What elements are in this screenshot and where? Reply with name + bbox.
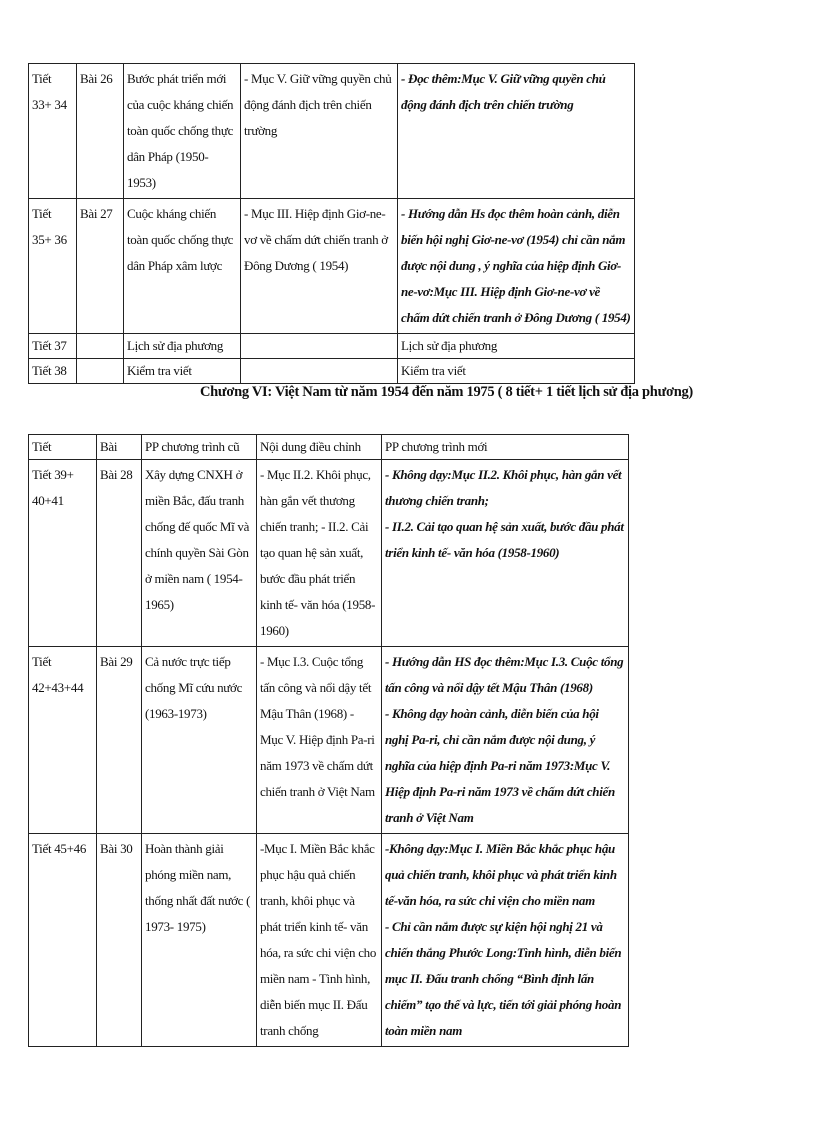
- new-program-cell: [382, 460, 629, 647]
- adjustment-cell: - Mục V. Giữ vững quyền chủ động đánh địch trên chiến trường: [241, 64, 398, 199]
- new-program-cell: Lịch sử địa phương: [398, 334, 635, 359]
- new-program-note: - Hướng dẫn HS đọc thêm:Mục I.3. Cuộc tổng tấn công và nổi dậy tết Mậu Thân (1968): [385, 654, 624, 695]
- table-row: [29, 64, 635, 199]
- table-row: [29, 460, 629, 647]
- lesson-cell: Bài 26: [77, 64, 124, 199]
- lesson-table-chapter-6: [28, 434, 629, 1047]
- old-program-cell: Bước phát triển mới của cuộc kháng chiến toàn quốc chống thực dân Pháp (1950-1953): [124, 64, 241, 199]
- old-program-cell: Hoàn thành giải phóng miền nam, thống nhất đất nước ( 1973- 1975): [142, 834, 257, 1047]
- new-program-note: - II.2. Cải tạo quan hệ sản xuất, bước đầu phát triển kinh tế- văn hóa (1958-1960): [385, 519, 624, 560]
- adjustment-cell: - Mục II.2. Khôi phục, hàn gắn vết thương chiến tranh; - II.2. Cải tạo quan hệ sản xuất, bước đầu phát triển kinh tế- văn hóa (1958-1960): [257, 460, 382, 647]
- old-program-cell: Lịch sử địa phương: [124, 334, 241, 359]
- old-program-cell: Cuộc kháng chiến toàn quốc chống thực dân Pháp xâm lược: [124, 199, 241, 334]
- period-cell: Tiết 37: [29, 334, 77, 359]
- header-new-program: PP chương trình mới: [382, 435, 629, 460]
- table-header-row: [29, 435, 629, 460]
- new-program-cell: [382, 647, 629, 834]
- table-row: [29, 199, 635, 334]
- period-cell: Tiết 35+ 36: [29, 199, 77, 334]
- old-program-cell: Cả nước trực tiếp chống Mĩ cứu nước (1963-1973): [142, 647, 257, 834]
- new-program-cell: Kiểm tra viết: [398, 359, 635, 384]
- new-program-note: -Không dạy:Mục I. Miền Bắc khắc phục hậu quả chiến tranh, khôi phục và phát triển kinh tế-văn hóa, ra sức chi viện cho miền nam: [385, 841, 617, 908]
- chapter-heading: Chương VI: Việt Nam từ năm 1954 đến năm 1975 ( 8 tiết+ 1 tiết lịch sử địa phương): [200, 384, 693, 400]
- lesson-cell: Bài 27: [77, 199, 124, 334]
- header-lesson: Bài: [97, 435, 142, 460]
- lesson-cell: Bài 29: [97, 647, 142, 834]
- period-cell: Tiết 39+ 40+41: [29, 460, 97, 647]
- adjustment-cell: [241, 334, 398, 359]
- lesson-cell: [77, 334, 124, 359]
- table-row: [29, 359, 635, 384]
- lesson-cell: Bài 30: [97, 834, 142, 1047]
- lesson-table-chapter-5: [28, 63, 635, 384]
- new-program-note: - Không dạy hoàn cảnh, diễn biến của hội nghị Pa-ri, chỉ cần nắm được nội dung, ý nghĩa của hiệp định Pa-ri năm 1973:Mục V. Hiệp định Pa-ri năm 1973 về chấm dứt chiến tranh ở Việt Nam: [385, 706, 615, 825]
- new-program-cell: - Hướng dẫn Hs đọc thêm hoàn cảnh, diễn biến hội nghị Giơ-ne-vơ (1954) chỉ cần nắm được nội dung , ý nghĩa của hiệp định Giơ-ne-vơ:Mục III. Hiệp định Giơ-ne-vơ về chấm dứt chiến tranh ở Đông Dương ( 1954): [398, 199, 635, 334]
- header-period: Tiết: [29, 435, 97, 460]
- table-row: [29, 647, 629, 834]
- header-adjustment: Nội dung điều chỉnh: [257, 435, 382, 460]
- table-row: [29, 834, 629, 1047]
- new-program-cell: [382, 834, 629, 1047]
- lesson-cell: [77, 359, 124, 384]
- period-cell: Tiết 42+43+44: [29, 647, 97, 834]
- header-old-program: PP chương trình cũ: [142, 435, 257, 460]
- adjustment-cell: - Mục III. Hiệp định Giơ-ne-vơ về chấm dứt chiến tranh ở Đông Dương ( 1954): [241, 199, 398, 334]
- new-program-cell: - Đọc thêm:Mục V. Giữ vững quyền chủ động đánh địch trên chiến trường: [398, 64, 635, 199]
- table-row: [29, 334, 635, 359]
- period-cell: Tiết 38: [29, 359, 77, 384]
- adjustment-cell: [241, 359, 398, 384]
- period-cell: Tiết 45+46: [29, 834, 97, 1047]
- new-program-note: - Không dạy:Mục II.2. Khôi phục, hàn gắn vết thương chiến tranh;: [385, 467, 622, 508]
- adjustment-cell: - Mục I.3. Cuộc tổng tấn công và nổi dậy tết Mậu Thân (1968) - Mục V. Hiệp định Pa-ri năm 1973 về chấm dứt chiến tranh ở Việt Nam: [257, 647, 382, 834]
- period-cell: Tiết 33+ 34: [29, 64, 77, 199]
- adjustment-cell: -Mục I. Miền Bắc khắc phục hậu quả chiến tranh, khôi phục và phát triển kinh tế- văn hóa, ra sức chi viện cho miền nam - Tình hình, diễn biến mục II. Đấu tranh chống: [257, 834, 382, 1047]
- new-program-note: - Chỉ cần nắm được sự kiện hội nghị 21 và chiến thắng Phước Long:Tình hình, diễn biến mục II. Đấu tranh chống “Bình định lấn chiếm” tạo thế và lực, tiến tới giải phóng hoàn toàn miền nam: [385, 919, 622, 1038]
- lesson-cell: Bài 28: [97, 460, 142, 647]
- old-program-cell: Xây dựng CNXH ở miền Bắc, đấu tranh chống đế quốc Mĩ và chính quyền Sài Gòn ở miền nam ( 1954-1965): [142, 460, 257, 647]
- old-program-cell: Kiểm tra viết: [124, 359, 241, 384]
